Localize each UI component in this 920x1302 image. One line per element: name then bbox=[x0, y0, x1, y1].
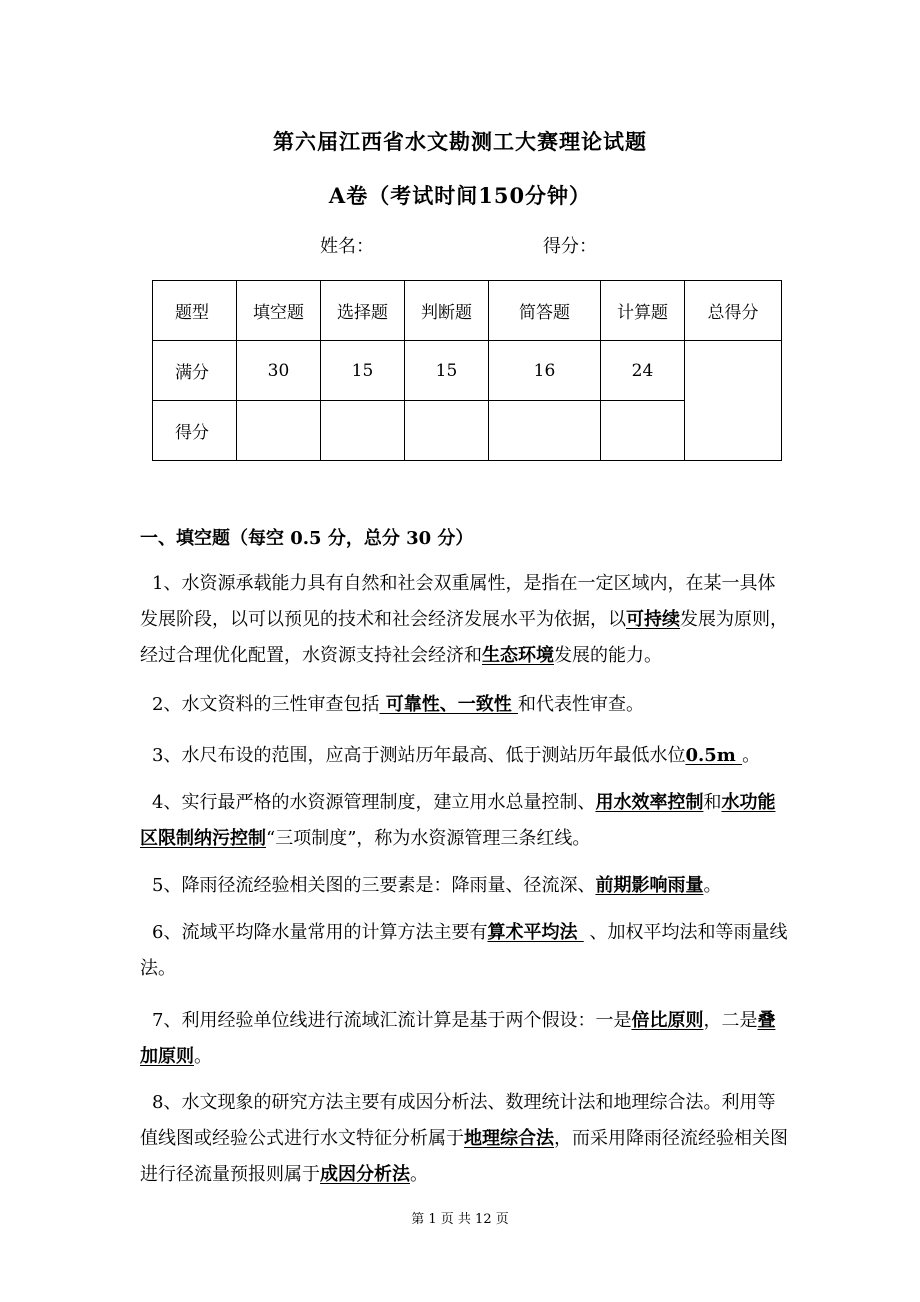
full-score-cell: 30 bbox=[237, 341, 321, 401]
header-cell: 总得分 bbox=[685, 281, 782, 341]
question-2 bbox=[140, 687, 790, 723]
question-text: “三项制度”，称为水资源管理三条红线。 bbox=[266, 828, 591, 849]
score-table bbox=[152, 280, 782, 461]
question-text: 和 bbox=[703, 792, 722, 813]
header-cell: 选择题 bbox=[321, 281, 405, 341]
question-text: 5、降雨径流经验相关图的三要素是：降雨量、径流深、 bbox=[152, 875, 596, 896]
answer: 倍比原则 bbox=[631, 1010, 704, 1031]
question-text: 。 bbox=[703, 875, 722, 896]
header-cell: 题型 bbox=[153, 281, 237, 341]
answer: 可靠性、一致性 bbox=[379, 694, 518, 715]
header-cell: 计算题 bbox=[601, 281, 685, 341]
answer: 成因分析法 bbox=[320, 1164, 410, 1185]
score-entry-cell[interactable] bbox=[489, 401, 601, 461]
question-1 bbox=[140, 566, 790, 674]
question-text: 和代表性审查。 bbox=[518, 694, 644, 715]
header-cell: 简答题 bbox=[489, 281, 601, 341]
question-text: 6、流域平均降水量常用的计算方法主要有 bbox=[152, 922, 488, 943]
question-text: ，而采用降雨径流经验相关图进行径流量预报则属于 bbox=[140, 1128, 788, 1185]
score-label: 得分： bbox=[543, 236, 597, 257]
question-text: ，二是 bbox=[703, 1010, 758, 1031]
question-text: 8、水文现象的研究方法主要有成因分析法、数理统计法和地理综合法。利用等值线图或经验公式进行水文特征分析属于 bbox=[140, 1092, 776, 1149]
full-score-cell: 24 bbox=[601, 341, 685, 401]
answer: 用水效率控制 bbox=[595, 792, 704, 813]
question-6 bbox=[140, 915, 790, 987]
question-text: 发展的能力。 bbox=[554, 645, 662, 666]
answer: 0.5m bbox=[685, 745, 743, 766]
question-text: 发展为原则，经过合理优化配置，水资源支持社会经济和 bbox=[140, 609, 788, 666]
answer: 叠加原则 bbox=[140, 1010, 776, 1067]
question-text: 7、利用经验单位线进行流域汇流计算是基于两个假设：一是 bbox=[152, 1010, 632, 1031]
section-heading: 一、填空题（每空 0.5 分，总分 30 分） bbox=[140, 528, 474, 549]
full-score-cell: 16 bbox=[489, 341, 601, 401]
question-text: 。 bbox=[410, 1164, 428, 1185]
page-footer: 第 1 页 共 12 页 bbox=[411, 1212, 509, 1227]
question-text: 2、水文资料的三性审查包括 bbox=[152, 694, 380, 715]
exam-subtitle: A卷（考试时间150分钟） bbox=[328, 183, 592, 208]
question-text: 、加权平均法和等雨量线法。 bbox=[140, 922, 788, 979]
header-cell: 判断题 bbox=[405, 281, 489, 341]
answer: 地理综合法 bbox=[464, 1128, 554, 1149]
row-label: 满分 bbox=[153, 341, 237, 401]
table-row bbox=[153, 341, 782, 401]
question-text: 。 bbox=[194, 1046, 212, 1067]
row-label: 得分 bbox=[153, 401, 237, 461]
question-text: 4、实行最严格的水资源管理制度，建立用水总量控制、 bbox=[152, 792, 596, 813]
answer: 生态环境 bbox=[482, 645, 554, 666]
question-5 bbox=[140, 868, 790, 904]
score-entry-cell[interactable] bbox=[405, 401, 489, 461]
question-3 bbox=[140, 738, 790, 774]
question-text: 。 bbox=[742, 745, 761, 766]
question-4 bbox=[140, 785, 790, 857]
score-entry-cell[interactable] bbox=[601, 401, 685, 461]
answer: 可持续 bbox=[626, 609, 680, 630]
full-score-cell: 15 bbox=[321, 341, 405, 401]
name-label: 姓名： bbox=[320, 236, 374, 257]
question-text: 1、水资源承载能力具有自然和社会双重属性，是指在一定区域内，在某一具体发展阶段，以可以预见的技术和社会经济发展水平为依据，以 bbox=[140, 573, 776, 630]
score-entry-cell[interactable] bbox=[237, 401, 321, 461]
full-score-cell: 15 bbox=[405, 341, 489, 401]
total-score-cell[interactable] bbox=[685, 341, 782, 461]
score-entry-cell[interactable] bbox=[321, 401, 405, 461]
exam-title: 第六届江西省水文勘测工大赛理论试题 bbox=[273, 129, 647, 154]
question-text: 3、水尺布设的范围，应高于测站历年最高、低于测站历年最低水位 bbox=[152, 745, 686, 766]
header-cell: 填空题 bbox=[237, 281, 321, 341]
question-8 bbox=[140, 1085, 790, 1193]
answer: 算术平均法 bbox=[487, 922, 584, 943]
answer: 前期影响雨量 bbox=[595, 875, 704, 896]
answer: 水功能区限制纳污控制 bbox=[140, 792, 776, 849]
table-header-row bbox=[153, 281, 782, 341]
question-7 bbox=[140, 1003, 790, 1075]
